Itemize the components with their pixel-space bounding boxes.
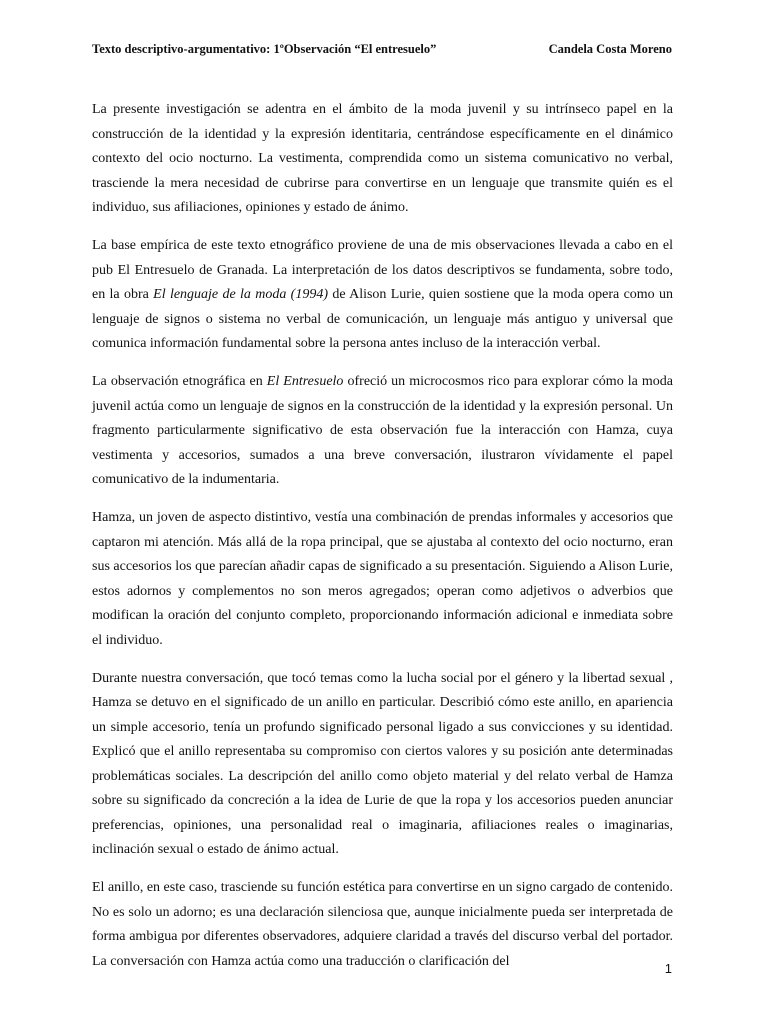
book-title-italic: El lenguaje de la moda (1994) bbox=[153, 287, 328, 302]
paragraph-3-text-a: La observación etnográfica en bbox=[92, 374, 267, 389]
page-number: 1 bbox=[664, 961, 672, 976]
paragraph-1 bbox=[92, 98, 673, 221]
paragraph-5 bbox=[92, 667, 673, 863]
paragraph-2-text-c: de Alison Lurie, quien sostiene que la moda opera como un lenguaje de signos o sistema no verbal de comunicación, un lenguaje más antiguo y universal que comunica información fundamental sobre la persona antes incluso de la interacción verbal. bbox=[92, 287, 674, 351]
paragraph-4 bbox=[92, 506, 673, 653]
header-title: Texto descriptivo-argumentativo: 1ºObservación “El entresuelo” bbox=[92, 42, 437, 56]
paragraph-2-text-a: La base empírica de este texto etnográfico proviene de una de mis observaciones llevada a cabo en el pub El Entresuelo de Granada. La interpretación de los datos descriptivos se fundamenta, sobre todo, en la obra bbox=[92, 238, 673, 302]
paragraph-6 bbox=[92, 876, 673, 974]
paragraph-3-text-c: ofreció un microcosmos rico para explorar cómo la moda juvenil actúa como un lenguaje de signos en la construcción de la identidad y la expresión personal. Un fragmento particularmente significativo de esta observación fue la interacción con Hamza, cuya vestimenta y accesorios, sumados a una breve conversación, ilustraron vívidamente el papel comunicativo de la indumentaria. bbox=[92, 374, 674, 487]
paragraph-6-text: El anillo, en este caso, trasciende su función estética para convertirse en un signo cargado de contenido. No es solo un adorno; es una declaración silenciosa que, aunque inicialmente pueda ser interpretada de forma ambigua por diferentes observadores, adquiere claridad a través del discurso verbal del portador. La conversación con Hamza actúa como una traducción o clarificación del bbox=[92, 880, 673, 969]
document-body bbox=[92, 98, 673, 988]
paragraph-1-text: La presente investigación se adentra en el ámbito de la moda juvenil y su intrínseco papel en la construcción de la identidad y la expresión identitaria, centrándose específicamente en el dinámico contexto del ocio nocturno. La vestimenta, comprendida como un sistema comunicativo no verbal, trasciende la mera necesidad de cubrirse para convertirse en un lenguaje que transmite quién es el individuo, sus afiliaciones, opiniones y estado de ánimo. bbox=[92, 102, 673, 215]
paragraph-3 bbox=[92, 370, 673, 493]
paragraph-4-text: Hamza, un joven de aspecto distintivo, vestía una combinación de prendas informales y accesorios que captaron mi atención. Más allá de la ropa principal, que se ajustaba al contexto del ocio nocturno, eran sus accesorios los que parecían añadir capas de significado a su presentación. Siguiendo a Alison Lurie, estos adornos y complementos no son meros agregados; operan como adjetivos o adverbios que modifican la oración del conjunto completo, proporcionando información adicional e inmediata sobre el individuo. bbox=[92, 510, 673, 648]
paragraph-2 bbox=[92, 234, 673, 357]
paragraph-5-text: Durante nuestra conversación, que tocó temas como la lucha social por el género y la libertad sexual , Hamza se detuvo en el significado de un anillo en particular. Describió cómo este anillo, en apariencia un simple accesorio, tenía un profundo significado personal ligado a sus convicciones y su identidad. Explicó que el anillo representaba su compromiso con ciertos valores y su posición ante determinadas problemáticas sociales. La descripción del anillo como objeto material y del relato verbal de Hamza sobre su significado da concreción a la idea de Lurie de que la ropa y los accesorios pueden anunciar preferencias, opiniones, una personalidad real o imaginaria, afiliaciones reales o imaginarias, inclinación sexual o estado de ánimo actual. bbox=[92, 670, 673, 857]
venue-name-italic: El Entresuelo bbox=[266, 374, 344, 389]
page-header bbox=[92, 40, 672, 58]
header-author: Candela Costa Moreno bbox=[548, 42, 672, 56]
